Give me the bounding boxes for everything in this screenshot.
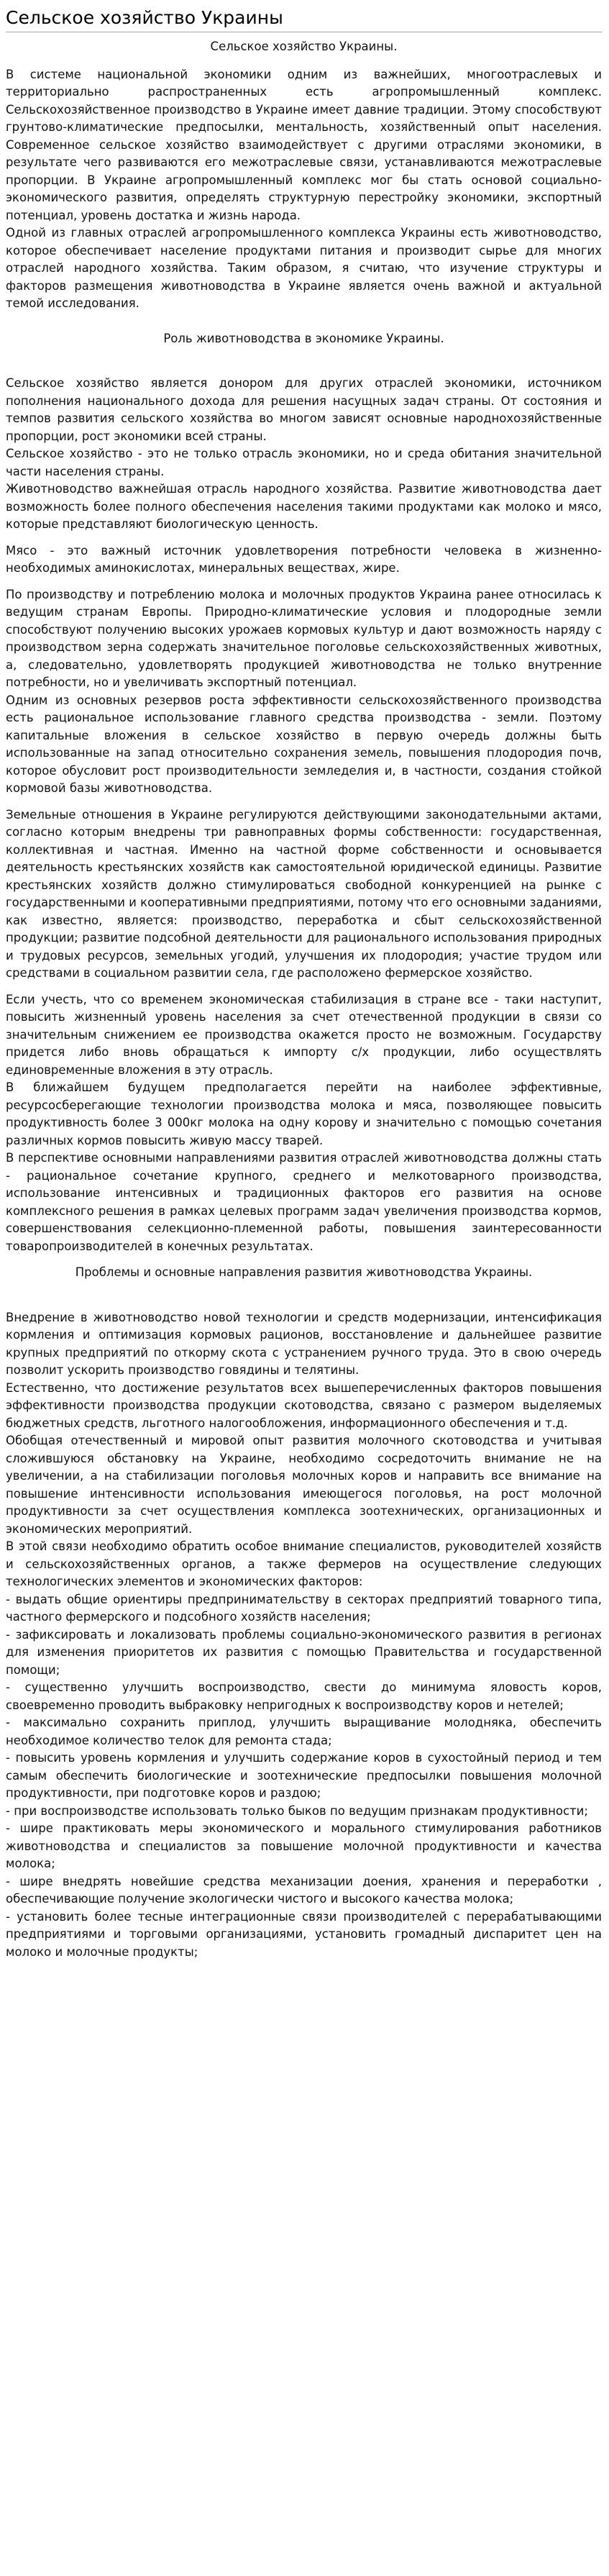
paragraph: Одним из основных резервов роста эффективности сельскохозяйственного производства есть рациональное использование главного средства производства - земли. Поэтому капитальные вложения в сельское хозяйство в первую очередь должны быть использованные на запад относительно сохранения земель, повышения плодородия почв, которое обусловит рост производительности земледелия и, в частности, создания стойкой кормовой базы животноводства. — [6, 693, 602, 795]
list-item: - при воспроизводстве использовать только быков по ведущим признакам продуктивности; — [6, 1803, 588, 1818]
list-item: - максимально сохранить приплод, улучшить выращивание молодняка, обеспечить необходимое количество телок для ремонта стада; — [6, 1716, 602, 1747]
spacer — [6, 578, 602, 586]
paragraph: Сельское хозяйство - это не только отрасль экономики, но и среда обитания значительной части населения страны. — [6, 447, 602, 478]
spacer — [6, 313, 602, 330]
paragraph: Сельское хозяйство является донором для других отраслей экономики, источником пополнения национального дохода для решения насущных задач страны. От состояния и темпов развития сельского хозяйства во многом зависят основные народнохозяйственные пропорции, рост экономики всей страны. — [6, 376, 602, 443]
section-heading: Сельское хозяйство Украины. — [210, 40, 398, 53]
list-item: - шире внедрять новейшие средства механизации доения, хранения и переработки , обеспечивающие получение экологически чистого и высокого качества молока; — [6, 1874, 602, 1906]
paragraph: Обобщая отечественный и мировой опыт развития молочного скотоводства и учитывая сложившуюся обстановку на Украине, необходимо сосредоточить внимание не на увеличении, а на стабилизации поголовья молочных коров и направить все внимание на повышение интенсивности использования имеющегося поголовья, на рост молочной продуктивности за счет осуществления комплекса зоотехнических, организационных и экономических мероприятий. — [6, 1434, 602, 1536]
section-heading: Роль животноводства в экономике Украины. — [163, 331, 444, 345]
section-agriculture-ukraine — [6, 38, 602, 313]
spacer — [6, 798, 602, 806]
paragraph: Если учесть, что со временем экономическая стабилизация в стране все - таки наступит, повысить жизненный уровень населения за счет отечественной продукции в связи со значительным снижением ее производства окажется просто не возможным. Государству придется либо вновь обращаться к импорту с/х продукции, либо осуществлять единовременные вложения в эту отрасль. — [6, 992, 602, 1077]
paragraph: По производству и потреблению молока и молочных продуктов Украина ранее относилась к ведущим странам Европы. Природно-климатические условия и плодородные земли способствуют получению высоких урожаев кормовых культур и дают возможность наряду с производством зерна содержать значительное поголовье сельскохозяйственных животных, а, следовательно, удовлетворять продукцией животноводства не только внутренние потребности, но и увеличивать экспортный потенциал. — [6, 587, 602, 689]
spacer — [6, 983, 602, 991]
paragraph: Животноводство важнейшая отрасль народного хозяйства. Развитие животноводства дает возможность более полного обеспечения населения такими продуктами как молоко и мясо, которые представляют биологическую ценность. — [6, 482, 602, 531]
paragraph: Естественно, что достижение результатов всех вышеперечисленных факторов повышения эффективности производства продукции скотоводства, связано с размером выделяемых бюджетных средств, льготного налогообложения, информационного обеспечения и т.д. — [6, 1380, 602, 1430]
paragraph: Мясо - это важный источник удовлетворения потребности человека в жизненно-необходимых аминокислотах, минеральных веществах, жире. — [6, 543, 602, 575]
paragraph: В системе национальной экономики одним из важнейших, многоотраслевых и территориально распространенных есть агропромышленный комплекс. Сельскохозяйственное производство в Украине имеет давние традиции. Этому способствуют грунтово-климатические предпосылки, ментальность, хозяйственный опыт населения. Современное сельское хозяйство взаимодействует с другими отраслями экономики, в результате чего развиваются его межотраслевые связи, устанавливаются межотраслевые пропорции. В Украине агропромышленный комплекс мог бы стать основой социально-экономического развития, определять структурную перестройку экономики, экспортный потенциал, уровень достатка и жизнь народа. — [6, 67, 602, 222]
paragraph: Одной из главных отраслей агропромышленного комплекса Украины есть животноводство, которое обеспечивает население продуктами питания и производит сырье для многих отраслей народного хозяйства. Таким образом, я считаю, что изучение структуры и факторов размещения животноводства в Украине является очень важной и актуальной темой исследования. — [6, 226, 602, 310]
spacer — [6, 534, 602, 542]
page-title: Сельское хозяйство Украины — [6, 7, 602, 32]
spacer — [6, 1255, 602, 1264]
paragraph: Земельные отношения в Украине регулируются действующими законодательными актами, согласно которым внедрены три равноправных формы собственности: государственная, коллективная и частная. Именно на частной форме собственности и основывается деятельность крестьянских хозяйств как самостоятельной юридической единицы. Развитие крестьянских хозяйств должно стимулироваться свободной конкуренцией на рынке с государственными и кооперативными предприятиями, потому что его основными заданиями, как известно, является: производство, переработка и сбыт сельскохозяйственной продукции; развитие подсобной деятельности для рационального использования природных и трудовых ресурсов, земельных угодий, улучшения их плодородия; участие трудом или средствами в социальном развитии села, где расположено фермерское хозяйство. — [6, 807, 602, 980]
list-item: - повысить уровень кормления и улучшить содержание коров в сухостойный период и тем самым обеспечить биологические и зоотехнические предпосылки повышения молочной продуктивности, при подготовке коров и раздою; — [6, 1751, 602, 1800]
list-item: - выдать общие ориентиры предпринимательству в секторах предприятий товарного типа, частного фермерского и подсобного хозяйств населения; — [6, 1592, 602, 1624]
list-item: - установить более тесные интеграционные связи производителей с перерабатывающими предприятиями и торговыми организациями, установить громадный диспаритет цен на молоко и молочные продукты; — [6, 1909, 602, 1959]
spacer — [6, 1292, 602, 1309]
paragraph: Внедрение в животноводство новой технологии и средств модернизации, интенсификация кормления и оптимизация кормовых рационов, восстановление и дальнейшее развитие крупных предприятий по откорму скота с устранением ручного труда. Это в свою очередь позволит ускорить производство говядины и телятины. — [6, 1310, 602, 1377]
list-item: - существенно улучшить воспроизводство, свести до минимума яловость коров, своевременно проводить выбраковку непригодных к воспроизводству коров и нетелей; — [6, 1680, 602, 1712]
list-item: - шире практиковать меры экономического и морального стимулирования работников животноводства и специалистов за повышение молочной продуктивности и качества молока; — [6, 1821, 602, 1870]
section-role-of-livestock — [6, 330, 602, 1256]
paragraph: В перспективе основными направлениями развития отраслей животноводства должны стать - рациональное сочетание крупного, среднего и мелкотоварного производства, использование интенсивных и традиционных факторов его развития на основе комплексного решения в рамках целевых программ задач увеличения производства кормов, совершенствования селекционно-племенной работы, повышения заинтересованности товаропроизводителей в конечных результатах. — [6, 1151, 602, 1253]
paragraph: В этой связи необходимо обратить особое внимание специалистов, руководителей хозяйств и сельскохозяйственных органов, а также фермеров на осуществление следующих технологических элементов и экономических факторов: — [6, 1539, 602, 1588]
section-problems-directions — [6, 1264, 602, 1961]
section-heading: Проблемы и основные направления развития животноводства Украины. — [75, 1265, 533, 1279]
list-item: - зафиксировать и локализовать проблемы социально-экономического развития в регионах для изменения приоритетов их развития с помощью Правительства и государственной помощи; — [6, 1627, 602, 1677]
paragraph: В ближайшем будущем предполагается перейти на наиболее эффективные, ресурсосберегающие технологии производства молока и мяса, позволяющее повысить продуктивность более 3 000кг молока на одну корову и значительно с помощью сочетания различных кормов повысить живую массу тварей. — [6, 1080, 602, 1147]
spacer — [6, 358, 602, 375]
